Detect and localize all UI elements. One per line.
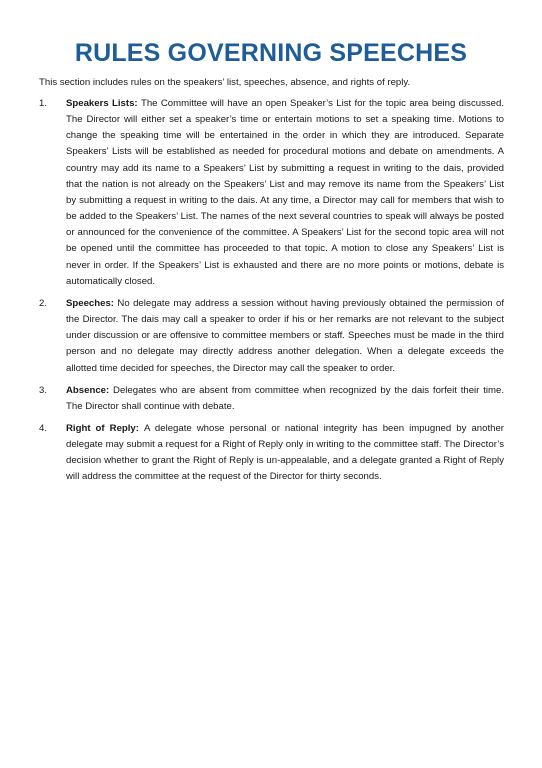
page-title: RULES GOVERNING SPEECHES [74,39,468,67]
intro-paragraph: This section includes rules on the speakers’ list, speeches, absence, and rights of reply. [39,77,411,88]
rule-heading: Speeches: [66,297,118,309]
rule-speeches [39,296,504,377]
rule-heading: Speakers Lists: [66,98,141,109]
rules-list [39,96,504,492]
rule-body: Delegates who are absent from committee when recognized by the dais forfeit their time. The Director shall continue with debate. [66,384,504,412]
rule-body: The Committee will have an open Speaker’s List for the topic area being discussed. The Director will either set a speaker’s time or entertain motions to set a speaking time. Motions to change the speaking time will be entertained in the order in which they are introduced. Separate Speakers’ Lists will be established as needed for procedural motions and debate on amendments. A country may add its name to a Speakers’ List by submitting a request in writing to the dais, provided that the nation is not already on the Speakers’ List and may remove its name from the Speakers’ List by submitting a request in writing to the dais. At any time, a Director may call for members that wish to be added to the Speakers’ List. The names of the next several countries to speak will always be posted or announced for the convenience of the committee. A Speakers’ List for the second topic area will not be opened until the committee has proceeded to that topic. A motion to close any Speakers’ List is never in order. If the Speakers’ List is exhausted and there are no more points or motions, debate is automatically closed. [66,98,505,287]
rule-number: 4. [39,422,48,434]
rule-number: 1. [39,98,48,109]
rule-body: No delegate may address a session without having previously obtained the permission of the Director. The dais may call a speaker to order if his or her remarks are not relevant to the subject under discussion or are offensive to committee members or staff. Speeches must be made in the third person and no delegate may directly address another delegation. When a delegate exceeds the allotted time decided for speeches, the Director may call the speaker to order. [66,297,504,374]
rule-number: 2. [39,297,48,309]
rule-speakers-lists [39,96,504,290]
rule-heading: Absence: [66,384,114,396]
rule-right-of-reply [39,421,504,486]
rule-body: A delegate whose personal or national integrity has been impugned by another delegate may submit a request for a Right of Reply only in writing to the committee staff. The Director’s decision whether to grant the Right of Reply is un-appealable, and a delegate granted a Right of Reply will address the committee at the request of the Director for thirty seconds. [66,422,504,483]
rule-heading: Right of Reply: [66,422,144,434]
rule-number: 3. [39,384,48,396]
rule-absence [39,383,504,415]
